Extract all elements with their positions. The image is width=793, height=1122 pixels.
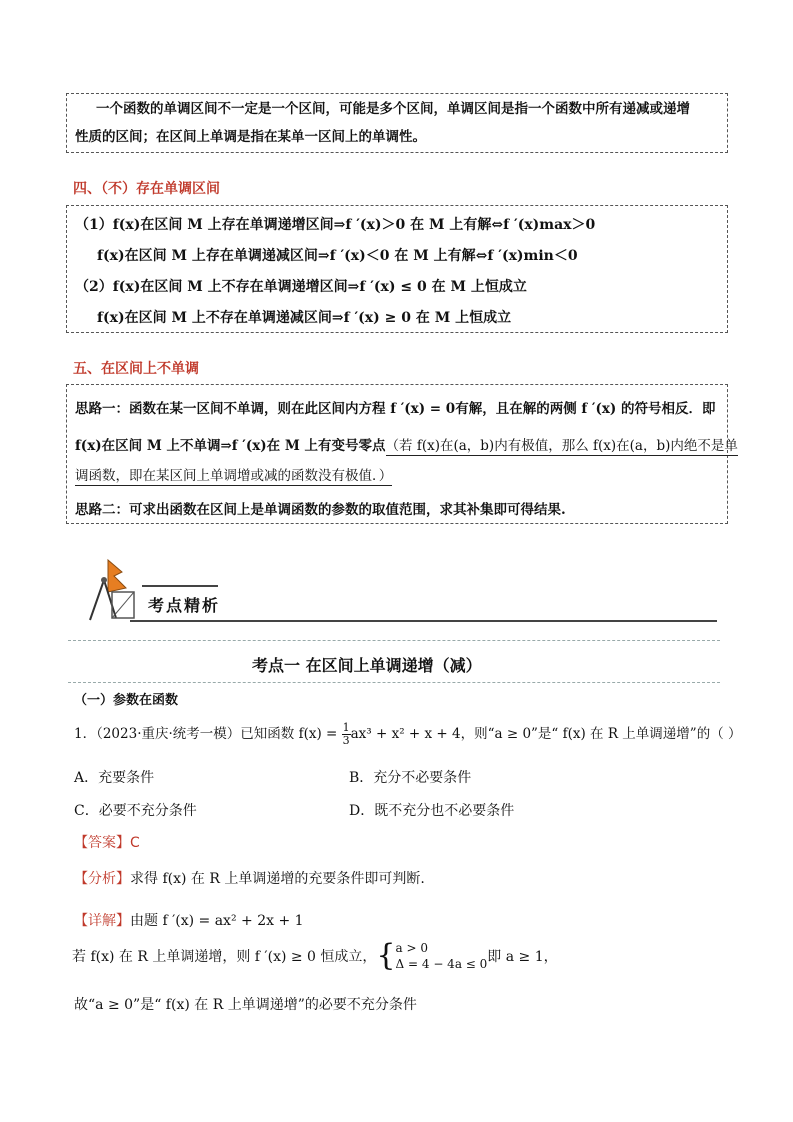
section5-line-3: [75, 464, 392, 484]
section5-line-2-note: （若 f(x)在(a，b)内有极值，那么 f(x)在(a，b)内绝不是单: [385, 438, 738, 454]
system-brace: {: [376, 938, 396, 973]
note-line-1: 一个函数的单调区间不一定是一个区间，可能是多个区间，单调区间是指一个函数中所有递减或递增: [96, 101, 690, 117]
banner-rule: [130, 620, 717, 622]
fraction-one-third: [342, 722, 351, 747]
question-stem-b: ax³ + x² + x + 4，则“a ≥ 0”是“ f(x) 在 R 上单调递增”的（ ）: [350, 726, 742, 742]
banner-label: 考点精析: [148, 596, 221, 615]
fraction-numerator: 1: [342, 721, 350, 734]
topic-subtitle: （一）参数在函数: [74, 693, 179, 708]
topic-title: 考点一 在区间上单调递增（减）: [252, 656, 482, 675]
answer-label: 【答案】: [74, 835, 130, 851]
option-b[interactable]: B．充分不必要条件: [349, 770, 472, 786]
section4-line-3: （2）f(x)在区间 M 上不存在单调递增区间⇒f ′(x) ≤ 0 在 M 上恒成立: [75, 279, 527, 295]
system-line-1: a > 0: [395, 941, 428, 955]
analysis-text: 求得 f(x) 在 R 上单调递增的充要条件即可判断.: [130, 871, 425, 887]
section5-line-3-note: 调函数，即在某区间上单调增或减的函数没有极值．）: [75, 468, 393, 484]
section5-line-2-main: f(x)在区间 M 上不单调⇒f ′(x)在 M 上有变号零点: [75, 438, 386, 454]
option-d[interactable]: D．既不充分也不必要条件: [349, 803, 515, 819]
answer-value: C: [130, 835, 140, 851]
option-c[interactable]: C．必要不充分条件: [74, 803, 197, 819]
answer-line: [74, 832, 140, 852]
banner-underline: [142, 585, 218, 587]
inequality-system: [396, 940, 488, 972]
section4-title: 四、（不）存在单调区间: [73, 181, 220, 197]
derivation-b: 即 a ≥ 1，: [487, 949, 558, 965]
section5-line-2: [75, 434, 738, 454]
derivation-a: 若 f(x) 在 R 上单调递增，则 f ′(x) ≥ 0 恒成立，: [72, 949, 377, 965]
derivation-line: [72, 940, 558, 972]
question-stem: [74, 722, 742, 747]
note-line-2: 性质的区间；在区间上单调是指在某单一区间上的单调性。: [75, 129, 426, 145]
detail-text: 由题 f ′(x) = ax² + 2x + 1: [130, 913, 304, 929]
section5-line-1: 思路一：函数在某一区间不单调，则在此区间内方程 f ′(x) = 0有解，且在解的两侧 f ′(x) 的符号相反．即: [75, 401, 716, 417]
conclusion-line: 故“a ≥ 0”是“ f(x) 在 R 上单调递增”的必要不充分条件: [74, 997, 417, 1013]
detail-line: [74, 910, 304, 930]
analysis-line: [74, 868, 425, 888]
system-line-2: Δ = 4 − 4a ≤ 0: [395, 957, 488, 971]
section-separator: [68, 640, 720, 641]
banner-icon: [86, 558, 138, 622]
section4-line-1: （1）f(x)在区间 M 上存在单调递增区间⇒f ′(x)＞0 在 M 上有解⇔f ′(x)max＞0: [75, 217, 596, 233]
analysis-label: 【分析】: [74, 871, 130, 887]
section4-line-2: f(x)在区间 M 上存在单调递减区间⇒f ′(x)＜0 在 M 上有解⇔f ′(x)min＜0: [97, 248, 578, 264]
section5-title: 五、在区间上不单调: [73, 361, 199, 377]
section5-line-4: 思路二：可求出函数在区间上是单调函数的参数的取值范围，求其补集即可得结果.: [75, 502, 566, 518]
question-stem-a: 1．（2023·重庆·统考一模）已知函数 f(x) =: [74, 726, 342, 742]
detail-label: 【详解】: [74, 913, 130, 929]
topic-separator: [68, 682, 720, 683]
fraction-denominator: 3: [342, 734, 350, 747]
section4-line-4: f(x)在区间 M 上不存在单调递减区间⇒f ′(x) ≥ 0 在 M 上恒成立: [97, 310, 512, 326]
option-a[interactable]: A．充要条件: [74, 770, 155, 786]
